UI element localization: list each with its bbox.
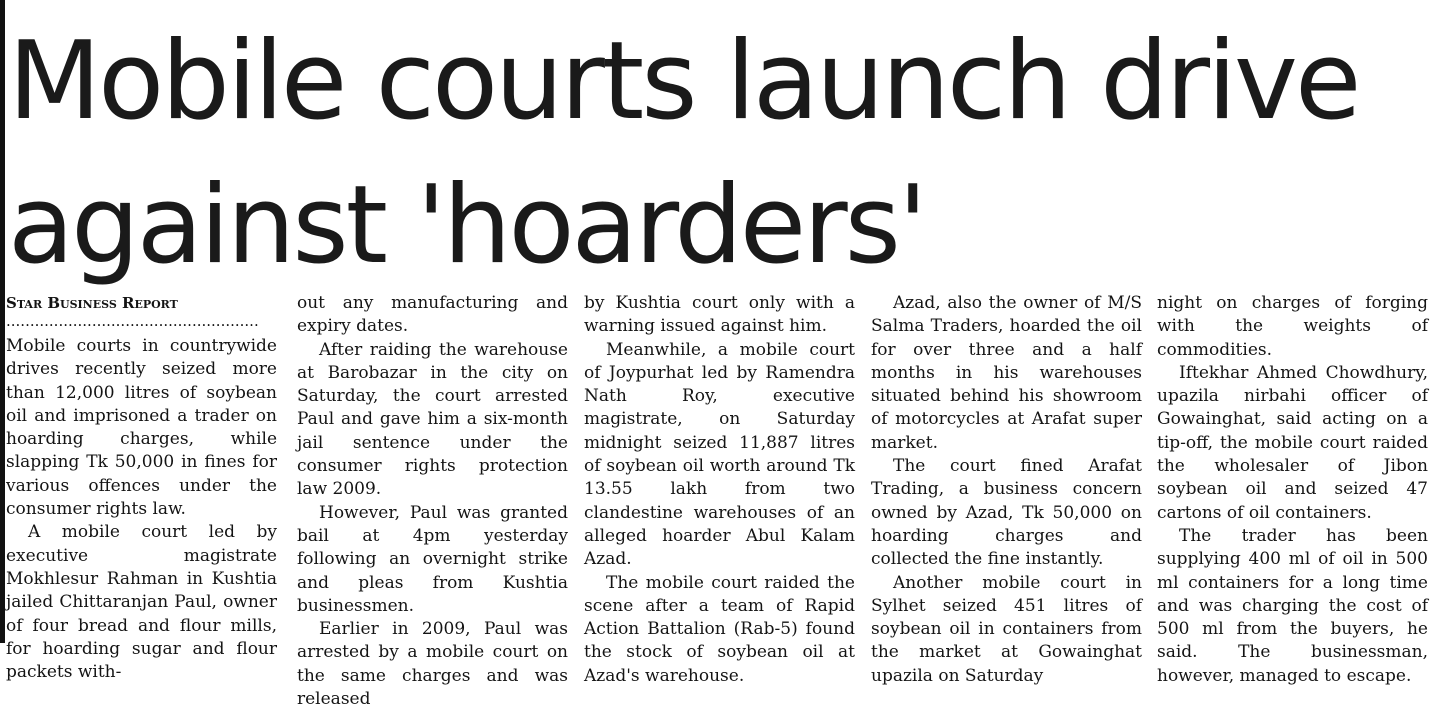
paragraph: The mobile court raided the scene after a team of Rapid Action Battalion (Rab-5) found the stock of soybean oil at Azad's warehouse.: [584, 572, 855, 686]
headline-line-1: Mobile courts launch drive: [8, 19, 1359, 144]
paragraph: Mobile courts in countrywide drives recently seized more than 12,000 litres of soybean oil and imprisoned a trader on hoarding charges, while slapping Tk 50,000 in fines for various offences under the consumer rights law.: [6, 336, 277, 520]
article-column-4: [871, 292, 1142, 686]
byline-separator: .....................................................: [6, 312, 259, 330]
article-column-5: [1157, 292, 1428, 686]
paragraph: by Kushtia court only with a warning issued against him.: [584, 293, 855, 337]
paragraph: night on charges of forging with the weights of commodities.: [1157, 293, 1428, 360]
headline-line-2: against 'hoarders': [8, 163, 925, 288]
paragraph: out any manufacturing and expiry dates.: [297, 293, 568, 337]
article-column-3: [584, 292, 855, 686]
paragraph: A mobile court led by executive magistrate Mokhlesur Rahman in Kushtia jailed Chittaranjan Paul, owner of four bread and flour mills, for hoarding sugar and flour packets with-: [6, 522, 277, 683]
byline: Star Business Report: [6, 294, 178, 312]
article-body: [6, 292, 1432, 710]
paragraph: However, Paul was granted bail at 4pm yesterday following an overnight strike and pleas from Kushtia businessmen.: [297, 502, 568, 616]
paragraph: After raiding the warehouse at Barobazar in the city on Saturday, the court arrested Paul and gave him a six-month jail sentence under the consumer rights protection law 2009.: [297, 339, 568, 500]
headline: [8, 10, 1418, 298]
article-column-1: [6, 292, 277, 683]
paragraph: The trader has been supplying 400 ml of oil in 500 ml containers for a long time and was charging the cost of 500 ml from the buyers, he said. The businessman, however, managed to escape.: [1157, 525, 1428, 686]
paragraph: The court fined Arafat Trading, a business concern owned by Azad, Tk 50,000 on hoarding charges and collected the fine instantly.: [871, 456, 1142, 570]
paragraph: Another mobile court in Sylhet seized 451 litres of soybean oil in containers from the market at Gowainghat upazila on Saturday: [871, 572, 1142, 686]
page-edge-rule: [0, 0, 5, 643]
paragraph: Azad, also the owner of M/S Salma Traders, hoarded the oil for over three and a half months in his warehouses situated behind his showroom of motorcycles at Arafat super market.: [871, 293, 1142, 453]
paragraph: Earlier in 2009, Paul was arrested by a mobile court on the same charges and was released: [297, 619, 568, 710]
paragraph: Meanwhile, a mobile court of Joypurhat led by Ramendra Nath Roy, executive magistrate, on Saturday midnight seized 11,887 litres of soybean oil worth around Tk 13.55 lakh from two clandestine warehouses of an alleged hoarder Abul Kalam Azad.: [584, 339, 855, 570]
article-column-2: [297, 292, 568, 710]
paragraph: Iftekhar Ahmed Chowdhury, upazila nirbahi officer of Gowainghat, said acting on a tip-off, the mobile court raided the wholesaler of Jibon soybean oil and seized 47 cartons of oil containers.: [1157, 362, 1428, 523]
